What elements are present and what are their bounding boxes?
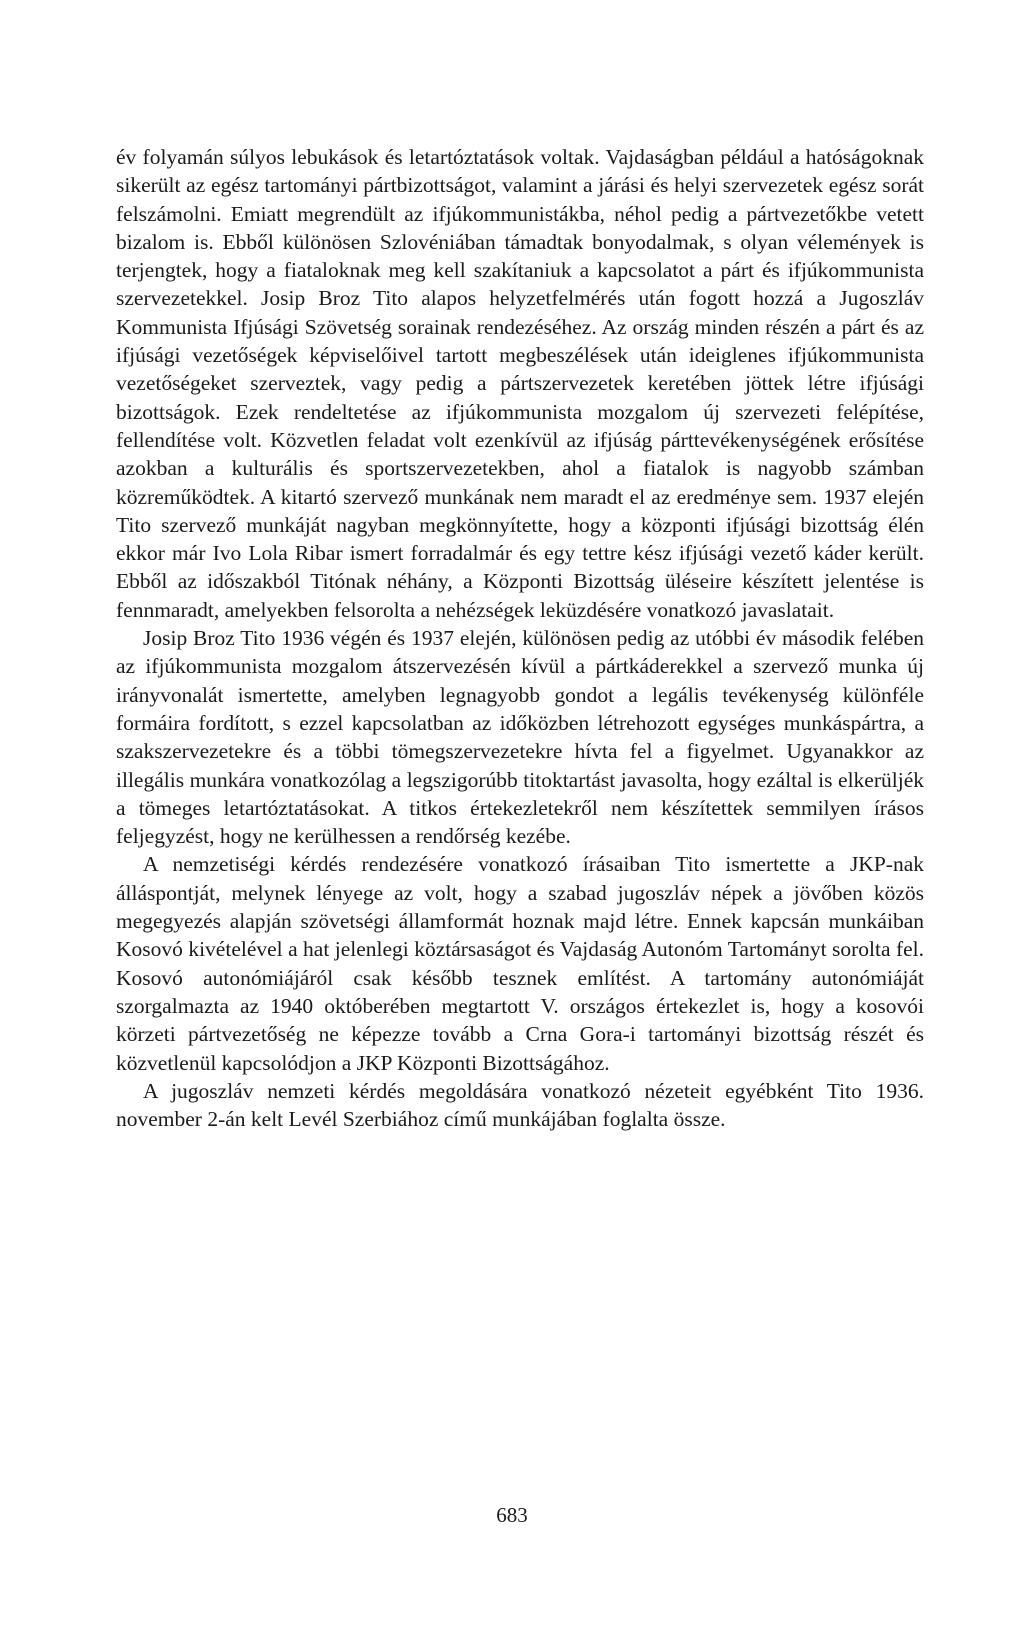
paragraph-4: A jugoszláv nemzeti kérdés megoldására vonatkozó nézeteit egyébként Tito 1936. november 2-án kelt Levél Szerbiához című munkájában foglalta össze. bbox=[116, 1078, 924, 1132]
paragraph-3: A nemzetiségi kérdés rendezésére vonatkozó írásaiban Tito ismertette a JKP-nak álláspontját, melynek lényege az volt, hogy a szabad jugoszláv népek a jövőben közös megegyezés alapján szövetségi államformát hoznak majd létre. Ennek kapcsán munkáiban Kosovó kivételével a hat jelenlegi köztársaságot és Vajdaság Autonóm Tartományt sorolta fel. Kosovó autonómiájáról csak később tesznek említést. A tartomány autonómiáját szorgalmazta az 1940 októberében megtartott V. országos értekezlet is, hogy a kosovói körzeti pártvezetőség ne képezze tovább a Crna Gora-i tartományi bizottság részét és közvetlenül kapcsolódjon a JKP Központi Bizottságához. bbox=[116, 852, 924, 1075]
page-body bbox=[116, 143, 924, 1133]
paragraph-1: év folyamán súlyos lebukások és letartóztatások voltak. Vajdaságban például a hatóságoknak sikerült az egész tartományi pártbizottságot, valamint a járási és helyi szervezetek egész sorát felszámolni. Emiatt megrendült az ifjúkommunistákba, néhol pedig a pártvezetőkbe vetett bizalom is. Ebből különösen Szlovéniában támadtak bonyodalmak, s olyan vélemények is terjengtek, hogy a fiataloknak meg kell szakítaniuk a kapcsolatot a párt és ifjúkommunista szervezetekkel. Josip Broz Tito alapos helyzetfelmérés után fogott hozzá a Jugoszláv Kommunista Ifjúsági Szövetség sorainak rendezéséhez. Az ország minden részén a párt és az ifjúsági vezetőségek képviselőivel tartott megbeszélések után ideiglenes ifjúkommunista vezetőségeket szerveztek, vagy pedig a pártszervezetek keretében jöttek létre ifjúsági bizottságok. Ezek rendeltetése az ifjúkommunista mozgalom új szervezeti felépítése, fellendítése volt. Közvetlen feladat volt ezenkívül az ifjúság párttevékenységének erősítése azokban a kulturális és sportszervezetekben, ahol a fiatalok is nagyobb számban közreműködtek. A kitartó szervező munkának nem maradt el az eredménye sem. 1937 elején Tito szervező munkáját nagyban megkönnyítette, hogy a központi ifjúsági bizottság élén ekkor már Ivo Lola Ribar ismert forradalmár és egy tettre kész ifjúsági vezető káder került. Ebből az időszakból Titónak néhány, a Központi Bizottság üléseire készített jelentése is fennmaradt, amelyekben felsorolta a nehézségek leküzdésére vonatkozó javaslatait. bbox=[116, 145, 924, 622]
page-number: 683 bbox=[496, 1503, 528, 1527]
paragraph-2: Josip Broz Tito 1936 végén és 1937 elején, különösen pedig az utóbbi év második felében az ifjúkommunista mozgalom átszervezésén kívül a pártkáderekkel a szervező munka új irányvonalát ismertette, amelyben legnagyobb gondot a legális tevékenység különféle formáira fordított, s ezzel kapcsolatban az időközben létrehozott egységes munkáspártra, a szakszervezetekre és a többi tömegszervezetekre hívta fel a figyelmet. Ugyanakkor az illegális munkára vonatkozólag a legszigorúbb titoktartást javasolta, hogy ezáltal is elkerüljék a tömeges letartóztatásokat. A titkos értekezletekről nem készítettek semmilyen írásos feljegyzést, hogy ne kerülhessen a rendőrség kezébe. bbox=[116, 626, 924, 849]
